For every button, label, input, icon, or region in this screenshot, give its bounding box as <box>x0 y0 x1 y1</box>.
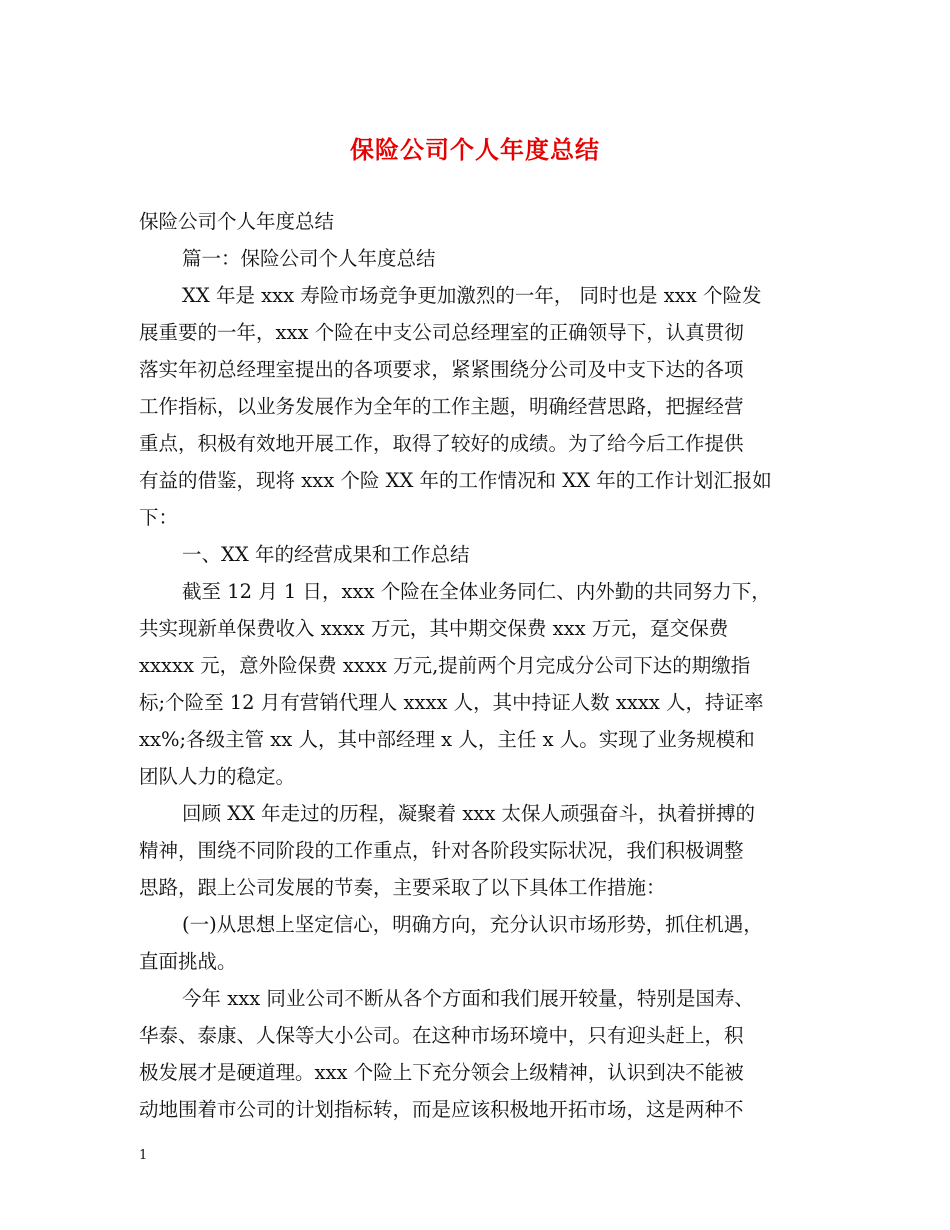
text-line: 极发展才是硬道理。xxx 个险上下充分领会上级精神，认识到决不能被 <box>139 1061 744 1084</box>
document-body <box>139 203 819 1128</box>
text-line: XX 年是 xxx 寿险市场竞争更加激烈的一年， 同时也是 xxx 个险发 <box>182 284 762 307</box>
text-line: 今年 xxx 同业公司不断从各个方面和我们展开较量，特别是国寿、 <box>182 987 754 1010</box>
text-line: 截至 12 月 1 日，xxx 个险在全体业务同仁、内外勤的共同努力下， <box>182 580 771 603</box>
text-line: 展重要的一年，xxx 个险在中支公司总经理室的正确领导下，认真贯彻 <box>139 321 744 344</box>
text-line: 篇一：保险公司个人年度总结 <box>182 247 436 270</box>
text-line: 工作指标，以业务发展作为全年的工作主题，明确经营思路，把握经营 <box>139 395 744 418</box>
text-line: 直面挑战。 <box>139 950 237 973</box>
page-number: 1 <box>139 1148 148 1163</box>
text-line: 有益的借鉴，现将 xxx 个险 XX 年的工作情况和 XX 年的工作计划汇报如 <box>139 469 772 492</box>
text-line: 动地围着市公司的计划指标转，而是应该积极地开拓市场，这是两种不 <box>139 1098 744 1121</box>
text-line: xx%;各级主管 xx 人，其中部经理 x 人，主任 x 人。实现了业务规模和 <box>139 728 755 751</box>
text-line: 落实年初总经理室提出的各项要求，紧紧围绕分公司及中支下达的各项 <box>139 358 744 381</box>
text-line: 标;个险至 12 月有营销代理人 xxxx 人，其中持证人数 xxxx 人，持证率 <box>139 691 764 714</box>
text-line: 回顾 XX 年走过的历程，凝聚着 xxx 太保人顽强奋斗，执着拼搏的 <box>182 802 756 825</box>
text-line: 思路，跟上公司发展的节奏，主要采取了以下具体工作措施： <box>139 876 666 899</box>
text-line: 重点，积极有效地开展工作，取得了较好的成绩。为了给今后工作提供 <box>139 432 744 455</box>
text-line: 保险公司个人年度总结 <box>139 210 335 233</box>
document-title: 保险公司个人年度总结 <box>350 135 600 164</box>
text-line: 一、XX 年的经营成果和工作总结 <box>182 543 470 566</box>
text-line: 下： <box>139 506 179 529</box>
text-line: xxxxx 元，意外险保费 xxxx 万元,提前两个月完成分公司下达的期缴指 <box>139 654 751 677</box>
text-line: 团队人力的稳定。 <box>139 765 296 788</box>
text-line: (一)从思想上坚定信心，明确方向，充分认识市场形势，抓住机遇， <box>182 913 763 936</box>
text-line: 华泰、泰康、人保等大小公司。在这种市场环境中，只有迎头赶上，积 <box>139 1024 744 1047</box>
text-line: 精神，围绕不同阶段的工作重点，针对各阶段实际状况，我们积极调整 <box>139 839 744 862</box>
text-line: 共实现新单保费收入 xxxx 万元，其中期交保费 xxx 万元，趸交保费 <box>139 617 729 640</box>
